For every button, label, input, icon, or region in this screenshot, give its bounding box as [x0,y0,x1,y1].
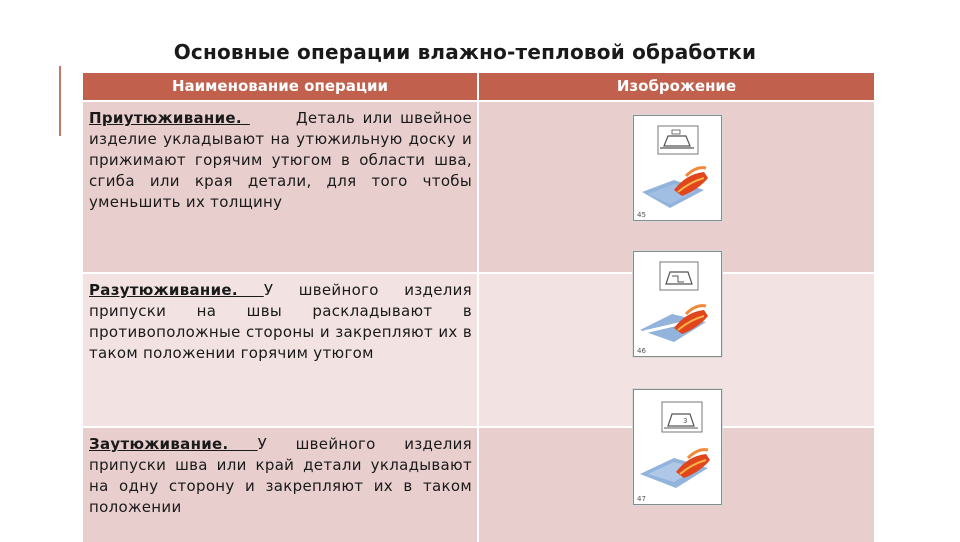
operation-description [83,428,479,542]
table-header [83,73,874,100]
operation-term: Приутюживание. [89,109,242,127]
column-header-operation: Наименование операции [83,73,479,100]
operation-term: Заутюживание. [89,435,229,453]
page-title: Основные операции влажно-тепловой обработки [173,40,757,64]
table-row [83,426,874,542]
operation-description [83,102,479,274]
operation-text: У швейного изделия припуски шва или край детали укладывают на одну сторону и закрепляют их в таком положении [89,435,472,516]
operation-description [83,274,479,428]
operation-text: Деталь или швейное изделие укладывают на утюжильную доску и прижимают горячим утюгом в области шва, сгиба или края детали, для того чтобы уменьшить их толщину [89,109,472,211]
table-row [83,272,874,428]
operations-table [83,73,874,540]
figure-number: 46 [637,347,646,355]
operation-text: У швейного изделия припуски на швы раскладывают в противоположные стороны и закрепляют их в таком положении горячим утюгом [89,281,472,362]
table-row [83,100,874,274]
decorative-rule [59,66,61,136]
operation-term: Разутюживание. [89,281,238,299]
figure-number: 45 [637,211,646,219]
iron-pressing-seam-one-side-icon [633,389,722,505]
svg-text:3: 3 [683,417,688,425]
figure-number: 47 [637,495,646,503]
column-header-image: Изоброжение [616,77,737,95]
iron-on-fabric-icon [633,115,722,221]
iron-pressing-seam-open-icon [633,251,722,357]
